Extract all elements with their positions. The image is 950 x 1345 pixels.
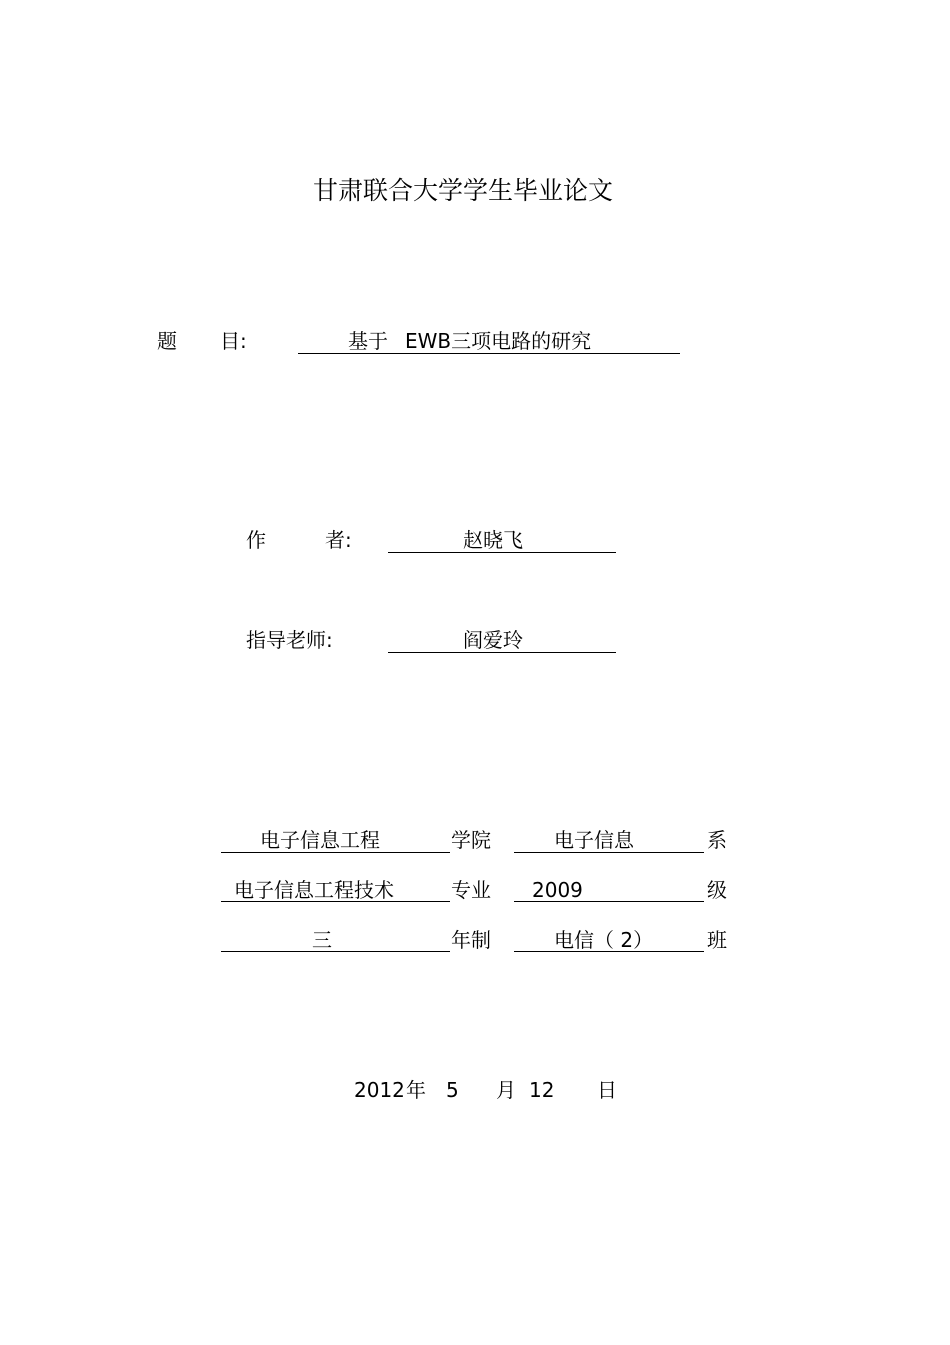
date-year-unit: 年 (406, 1078, 426, 1102)
class-name: 电信（ 2） (554, 928, 654, 952)
date-day-unit: 日 (597, 1078, 617, 1102)
author-underline (388, 552, 616, 553)
document-title: 甘肃联合大学学生毕业论文 (312, 176, 613, 205)
college-suffix: 学院 (451, 828, 491, 852)
topic-label-char-2: 目: (220, 329, 247, 353)
author-name: 赵晓飞 (463, 528, 523, 552)
author-label-char-2: 者: (325, 528, 352, 552)
topic-label-char-1: 题 (157, 329, 177, 353)
college-underline (221, 852, 450, 853)
class-suffix: 班 (707, 928, 727, 952)
system-underline (221, 951, 450, 952)
major-name: 电子信息工程技术 (234, 878, 394, 902)
date-month: 5 (446, 1078, 459, 1102)
advisor-name: 阎爱玲 (463, 628, 523, 652)
department-underline (514, 852, 704, 853)
grade-suffix: 级 (707, 878, 727, 902)
date-day: 12 (529, 1078, 555, 1102)
department-suffix: 系 (707, 828, 727, 852)
grade-value: 2009 (532, 878, 583, 902)
topic-value: EWB三项电路的研究 (405, 329, 592, 353)
system-value: 三 (312, 928, 332, 952)
topic-value-prefix: 基于 (348, 329, 388, 353)
department-name: 电子信息 (554, 828, 634, 852)
system-suffix: 年制 (451, 928, 491, 952)
author-label-char-1: 作 (246, 528, 266, 552)
topic-underline (298, 353, 680, 354)
college-name: 电子信息工程 (260, 828, 380, 852)
advisor-underline (388, 652, 616, 653)
date-month-unit: 月 (496, 1078, 516, 1102)
major-suffix: 专业 (451, 878, 491, 902)
date-year: 2012 (354, 1078, 405, 1102)
advisor-label: 指导老师: (246, 628, 333, 652)
